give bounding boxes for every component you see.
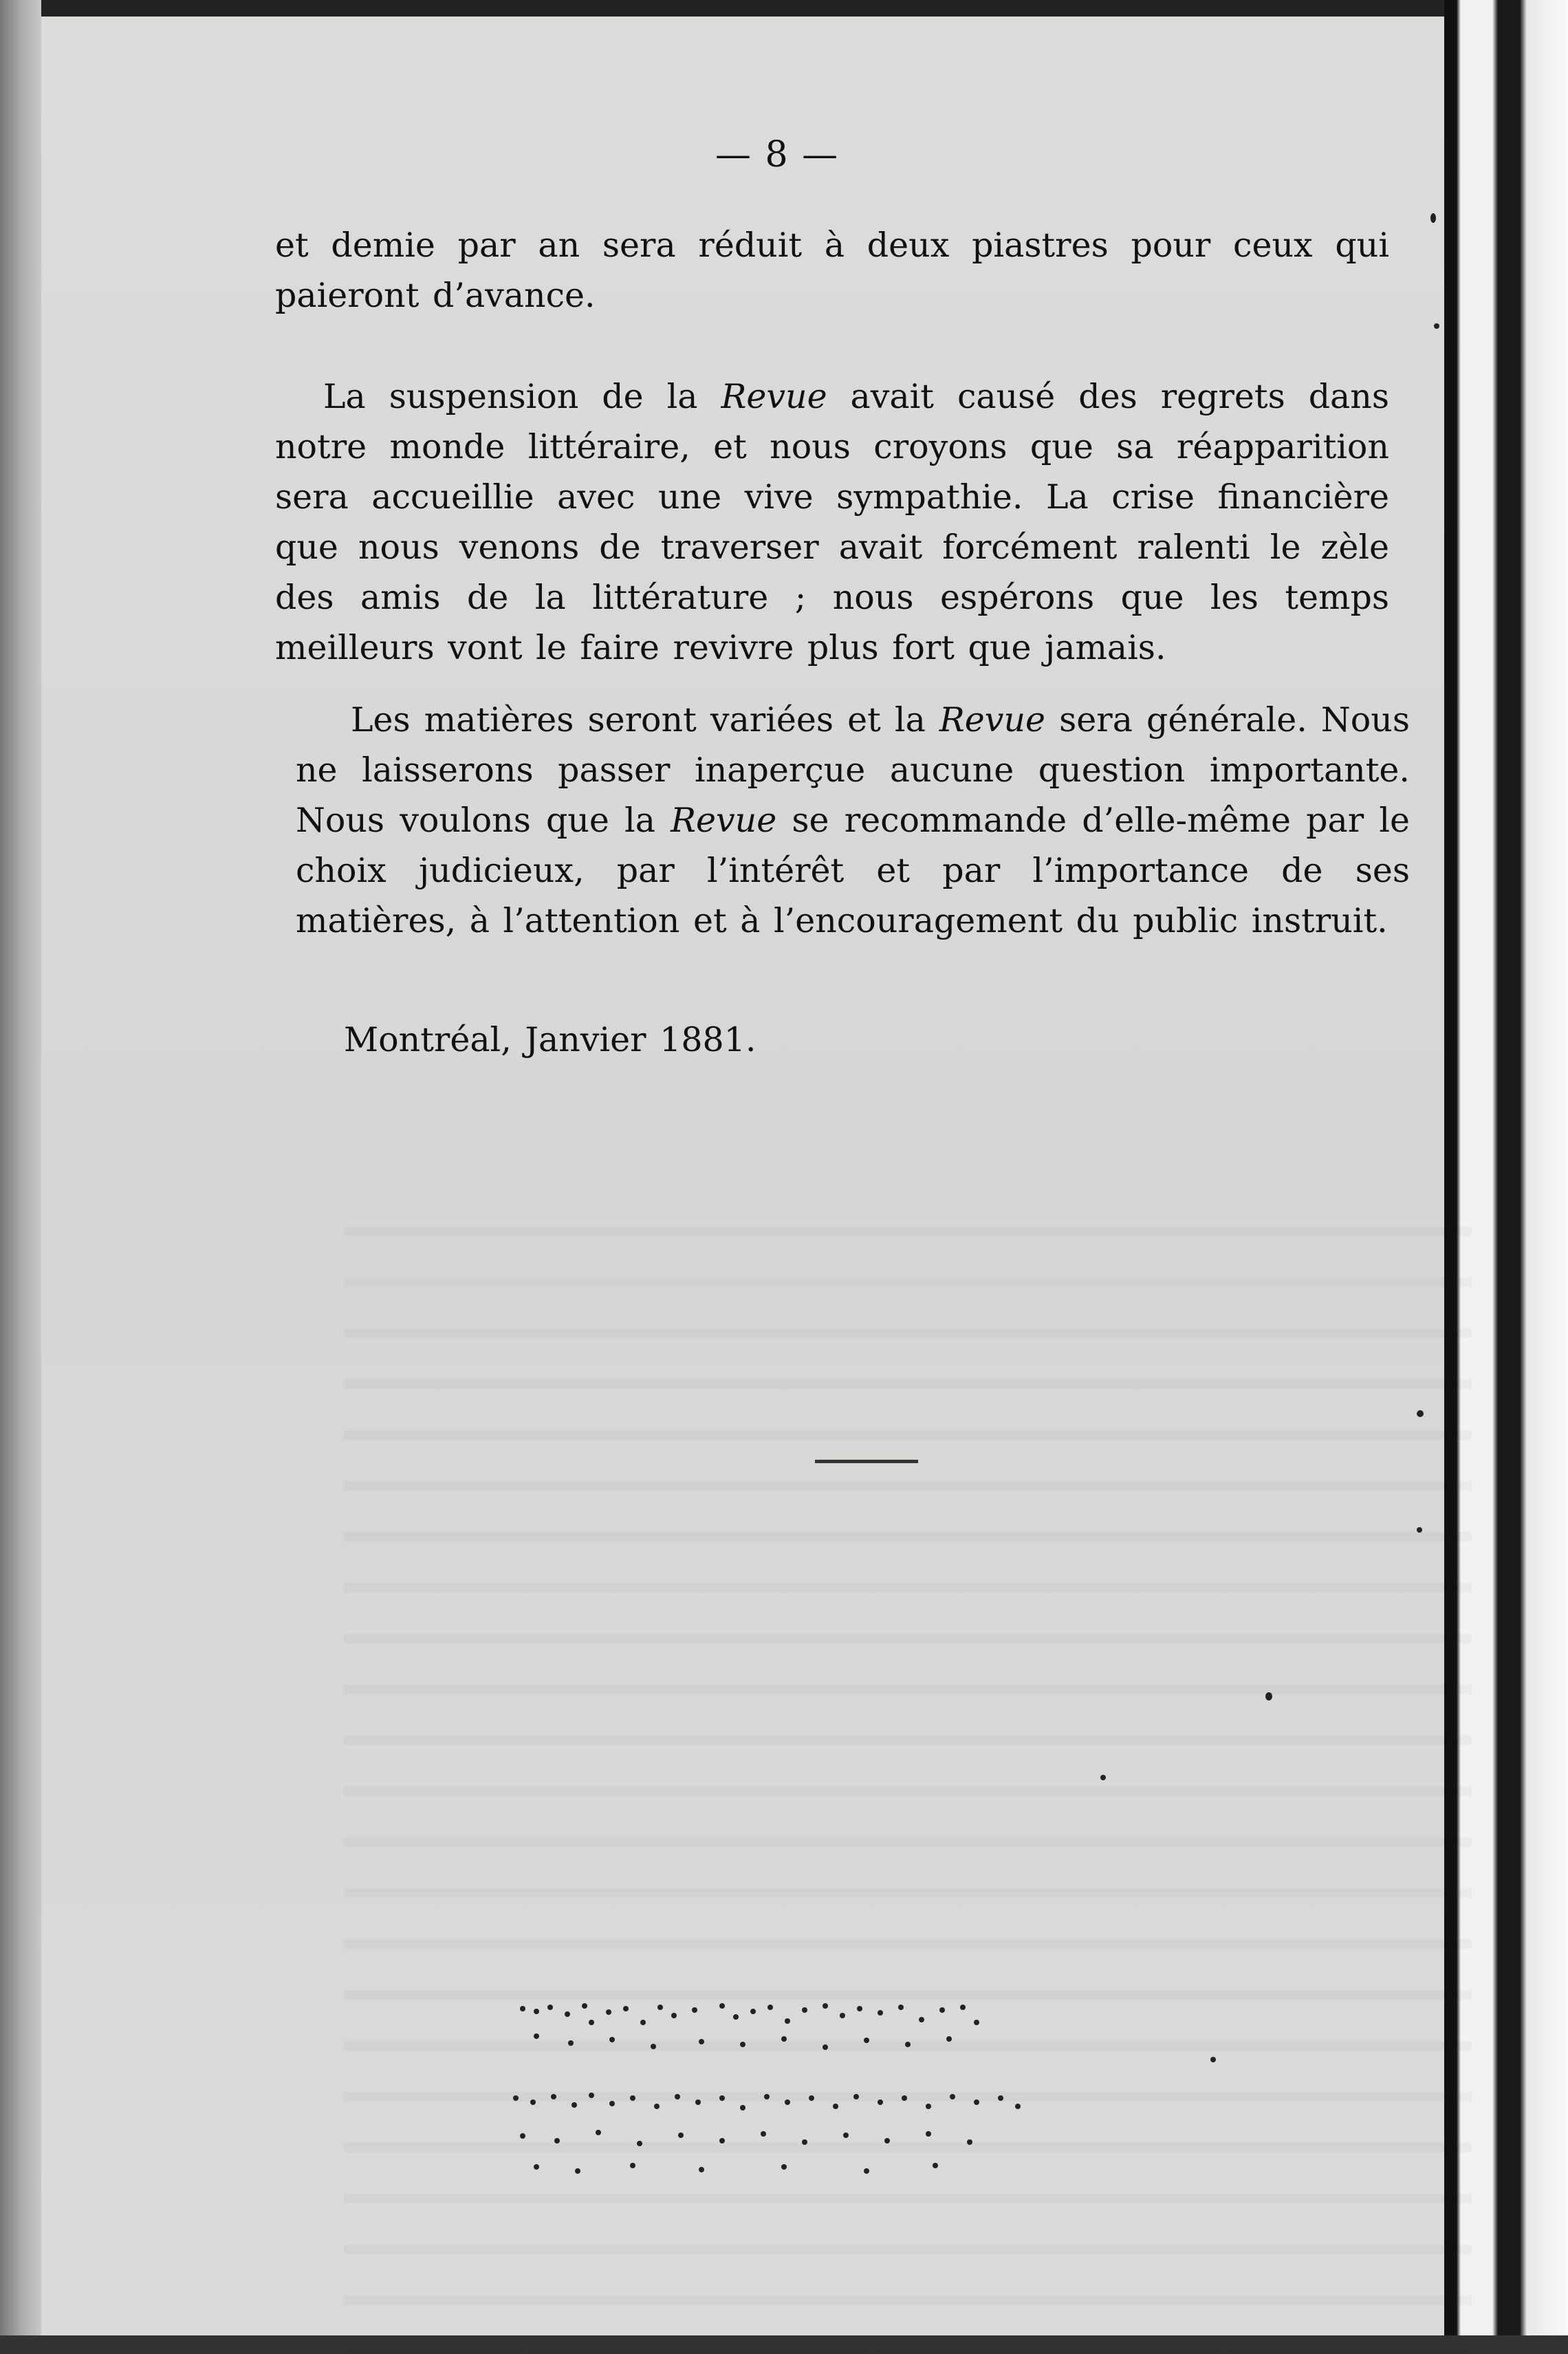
paragraph-2-part-1: La suspension de la: [323, 377, 721, 416]
paragraph-3-part-1: Les matières seront variées et la: [351, 700, 939, 739]
stamp-dots-row-1: [520, 2003, 979, 2050]
paragraph-3-part-5: se recommande d’elle-même par le choix judicieux, par l’intérêt et par l’importance de ses matières, à l’attention et à l’encouragement du public instruit.: [296, 801, 1411, 940]
paragraph-1-text: et demie par an sera réduit à deux piastres pour ceux qui paieront d’avance.: [275, 226, 1389, 315]
perforated-library-stamp: [495, 1981, 1114, 2188]
revue-title-italic: Revue: [939, 700, 1046, 739]
paragraph-1: [275, 220, 1389, 321]
page-number: — 8 —: [715, 134, 840, 175]
revue-title-italic: Revue: [671, 801, 777, 840]
section-divider-rule: [815, 1460, 918, 1463]
paragraph-3: [296, 695, 1410, 946]
scan-border-top: [0, 0, 1568, 17]
revue-title-italic: Revue: [721, 377, 827, 416]
paragraph-3-part-3: sera générale. Nous ne laisserons passer inaperçue aucune question importante. Nous voulons que la: [296, 700, 1411, 840]
stamp-dots-row-2: [513, 2093, 1021, 2174]
dateline: Montréal, Janvier 1881.: [344, 1020, 756, 1059]
paragraph-2-part-3: avait causé des regrets dans notre monde littéraire, et nous croyons que sa réapparition sera accueillie avec une vive sympathie. La crise financière que nous venons de traverser avait forcément ralenti le zèle des amis de la littérature ; nous espérons que les temps meilleurs vont le faire revivre plus fort que jamais.: [275, 377, 1389, 667]
paragraph-2: [275, 371, 1389, 673]
scan-border-left: [0, 0, 41, 2354]
